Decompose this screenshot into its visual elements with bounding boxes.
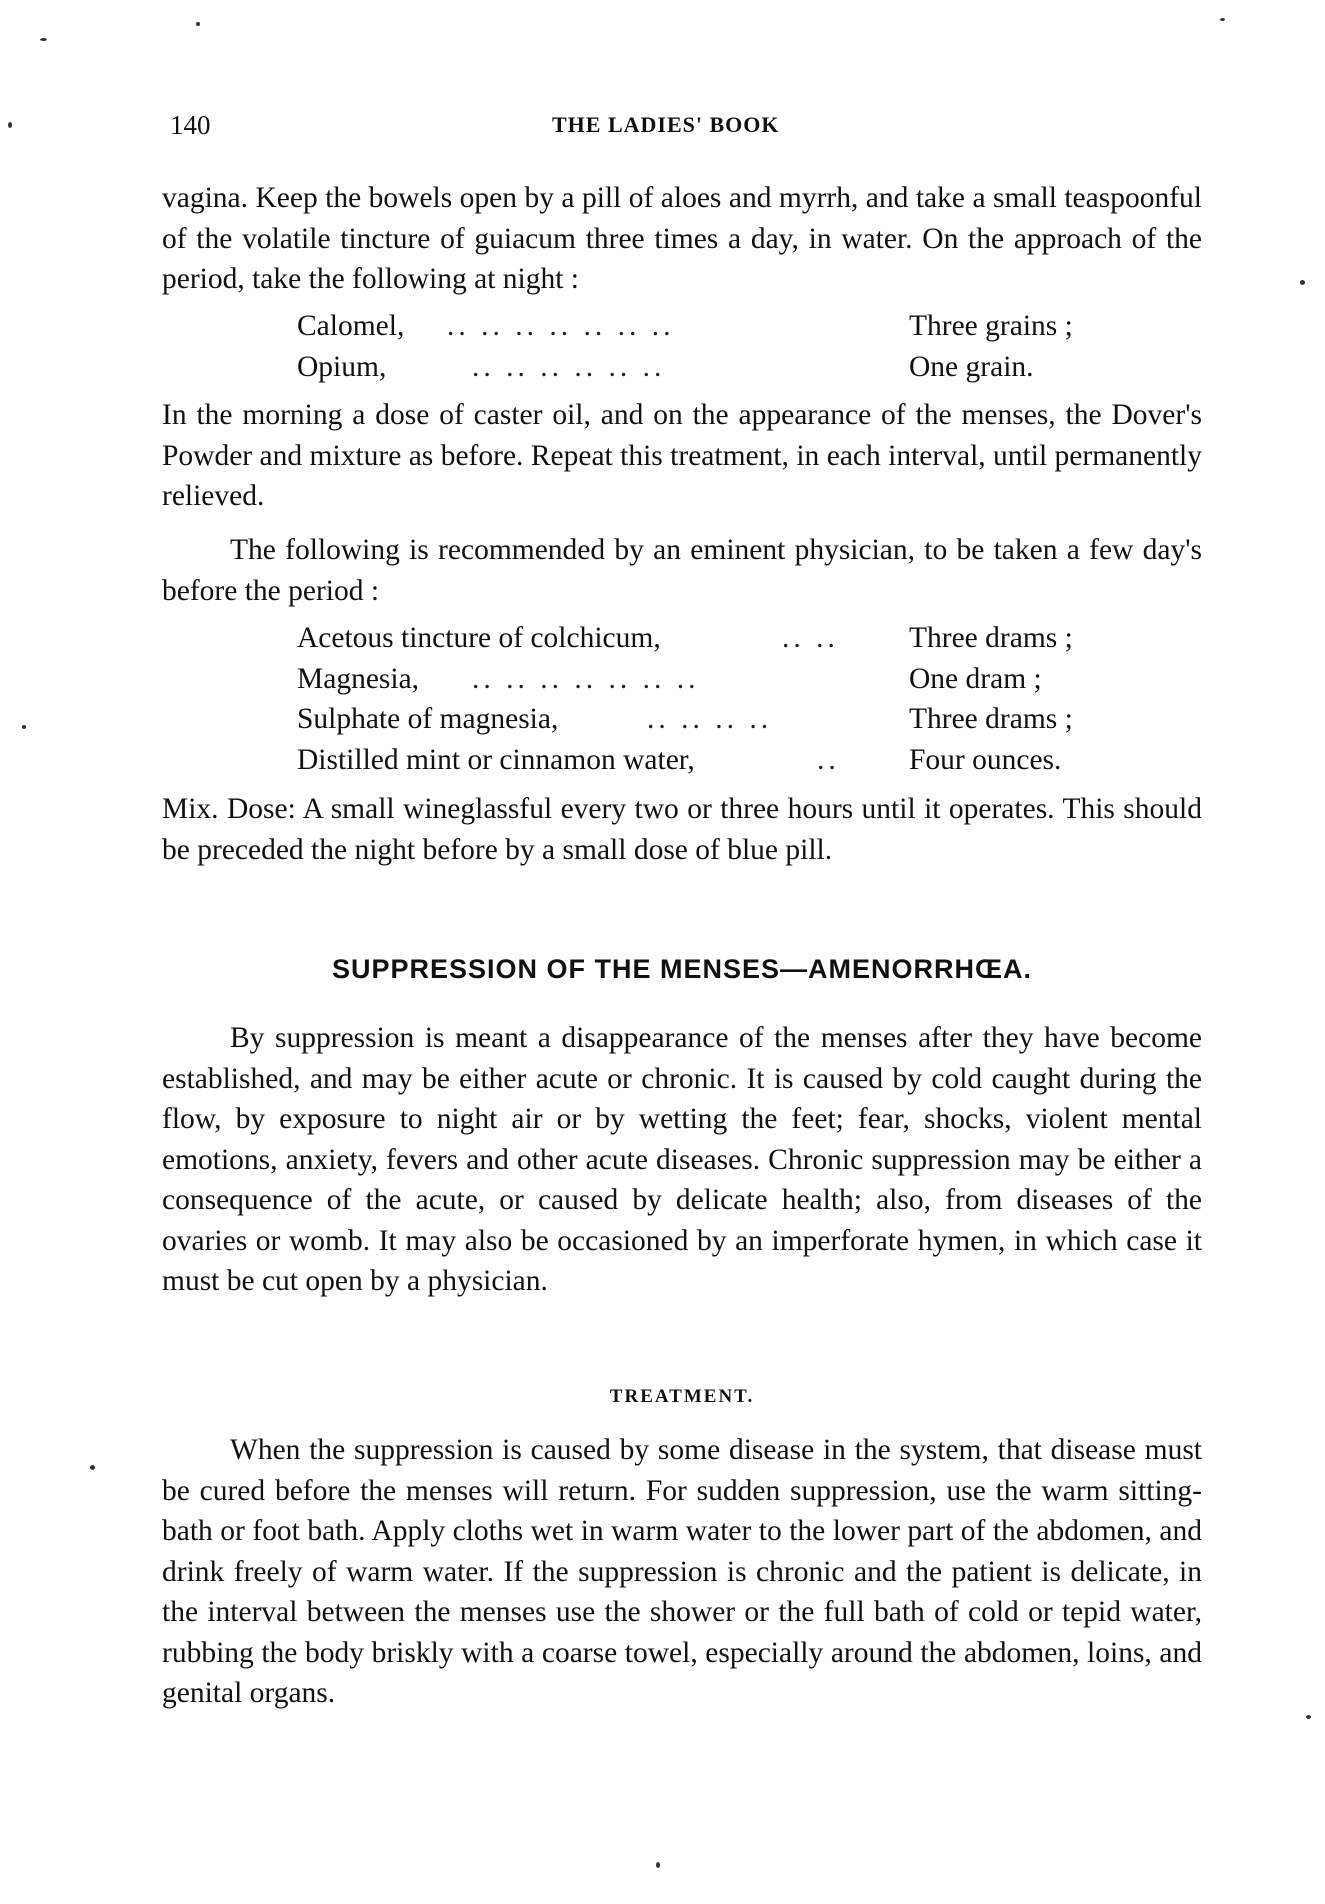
scan-speck xyxy=(1306,1715,1311,1719)
paragraph-text: When the suppression is caused by some disease in the system, that disease must be cured before the menses will return. For sudden suppression, use the warm sitting-bath or foot bath. Apply cloths wet in warm water to the lower part of the abdomen, and drink freely of warm water. If the suppression is chronic and the patient is delicate, in the interval between the menses use the shower or the full bath of cold or tepid water, rubbing the body briskly with a coarse towel, especially around the abdomen, loins, and genital organs. xyxy=(162,1434,1202,1709)
book-page xyxy=(162,0,1202,1904)
dose-amount: One grain. xyxy=(909,350,1034,383)
leader-dots: .. .. .. .. .. .. .. xyxy=(472,662,700,695)
paragraph-continuation xyxy=(162,178,1202,300)
leader-dots: .. .. .. .. .. .. xyxy=(472,350,666,383)
ingredient: Opium, xyxy=(297,350,387,383)
leader-dots: .. .. .. .. xyxy=(647,703,773,735)
prescription-row xyxy=(297,618,1117,659)
dose-amount: Three grains ; xyxy=(909,310,1073,342)
paragraph xyxy=(162,789,1202,870)
prescription-row xyxy=(297,347,1117,388)
dose-amount: Four ounces. xyxy=(909,743,1062,776)
prescription-row xyxy=(297,659,1117,700)
ingredient: Acetous tincture of colchicum, xyxy=(297,622,661,654)
leader-dots: .. xyxy=(817,743,840,776)
prescription-row xyxy=(297,699,1117,740)
paragraph xyxy=(162,1430,1202,1714)
scan-speck xyxy=(1300,280,1305,285)
subsection-heading: TREATMENT. xyxy=(609,1386,755,1407)
paragraph-text: The following is recommended by an eminent physician, to be taken a few day's before the period : xyxy=(162,534,1202,607)
scan-speck xyxy=(1220,18,1225,21)
dose-amount: One dram ; xyxy=(909,662,1042,695)
scan-speck xyxy=(196,22,200,26)
paragraph-text: By suppression is meant a disappearance of the menses after they have become established, and may be either acute or chronic. It is caused by cold caught during the flow, by exposure to night air or by wetting the feet; fear, shocks, violent mental emotions, anxiety, fevers and other acute diseases. Chronic suppression may be either a consequence of the acute, or caused by delicate health; also, from diseases of the ovaries or womb. It may also be occasioned by an imperforate hymen, in which case it must be cut open by a physician. xyxy=(162,1022,1202,1297)
prescription-row xyxy=(297,306,1117,347)
paragraph xyxy=(162,530,1202,611)
ingredient: Sulphate of magnesia, xyxy=(297,703,559,735)
dose-amount: Three drams ; xyxy=(909,703,1073,735)
running-title: THE LADIES' BOOK xyxy=(552,112,780,137)
scan-speck xyxy=(8,122,12,128)
ingredient: Calomel, xyxy=(297,310,405,342)
leader-dots: .. .. .. .. .. .. .. xyxy=(447,310,675,342)
paragraph xyxy=(162,1018,1202,1302)
prescription-1 xyxy=(297,306,1117,387)
ingredient: Magnesia, xyxy=(297,662,420,695)
scan-speck xyxy=(656,1862,660,1868)
scan-speck xyxy=(90,1465,95,1470)
paragraph-text: vagina. Keep the bowels open by a pill of aloes and myrrh, and take a small teaspoonful of the volatile tincture of guiacum three times a day, in water. On the approach of the period, take the following at night : xyxy=(162,182,1202,295)
page-number: 140 xyxy=(170,110,211,140)
prescription-2 xyxy=(297,618,1117,780)
running-head xyxy=(162,108,1202,144)
scan-speck xyxy=(22,725,26,729)
scan-speck xyxy=(40,38,47,41)
section-heading: SUPPRESSION OF THE MENSES—AMENORRHŒA. xyxy=(331,954,1033,984)
paragraph-text: In the morning a dose of caster oil, and on the appearance of the menses, the Dover's Powder and mixture as before. Repeat this treatment, in each interval, until permanently relieved. xyxy=(162,399,1202,512)
prescription-row xyxy=(297,740,1117,781)
paragraph-text: Mix. Dose: A small wineglassful every two or three hours until it operates. This should be preceded the night before by a small dose of blue pill. xyxy=(162,793,1202,866)
paragraph xyxy=(162,395,1202,517)
ingredient: Distilled mint or cinnamon water, xyxy=(297,743,695,776)
dose-amount: Three drams ; xyxy=(909,622,1073,654)
leader-dots: .. .. xyxy=(782,622,839,654)
